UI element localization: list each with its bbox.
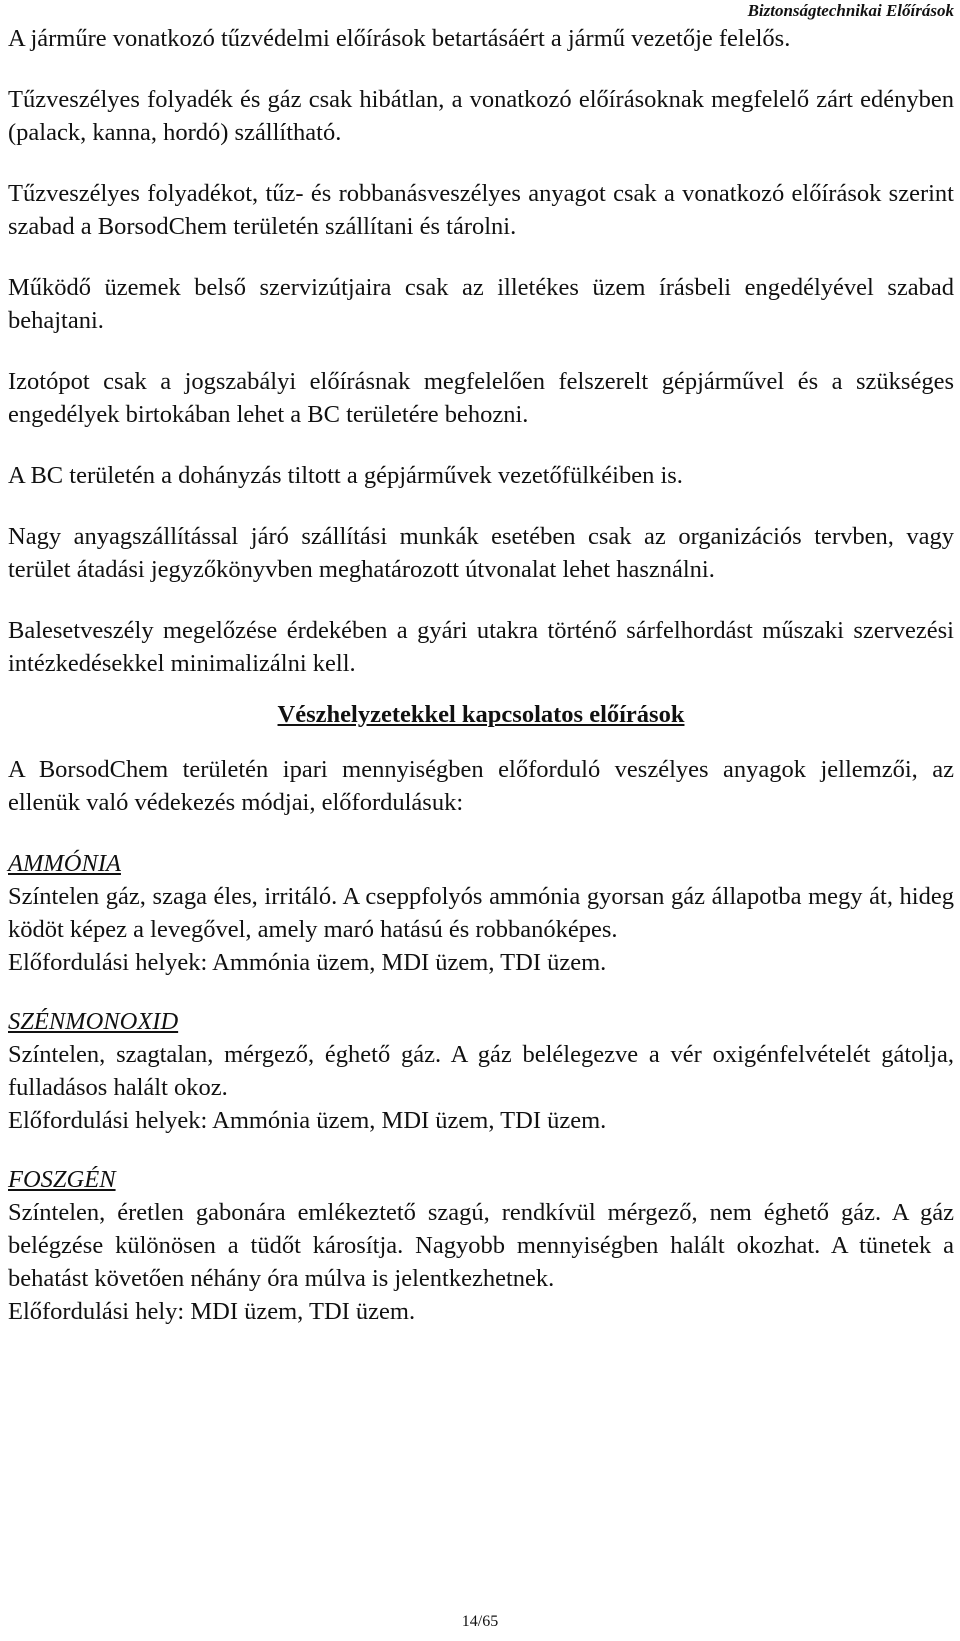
running-header: Biztonságtechnikai Előírások [747,1,954,20]
section-heading: Vészhelyzetekkel kapcsolatos előírások [277,701,685,728]
paragraph: A járműre vonatkozó tűzvédelmi előírások betartásáért a jármű vezetője felelős. [8,25,791,52]
substance-name: SZÉNMONOXID [8,1008,179,1035]
substance-locations: Előfordulási helyek: Ammónia üzem, MDI üzem, TDI üzem. [8,949,607,976]
substance-description: Színtelen, éretlen gabonára emlékeztető szagú, rendkívül mérgező, nem éghető gáz. A gáz belégzése különösen a tüdőt károsítja. Nagyobb mennyiségben halált okozhat. A tünetek a behatást követően néhány óra múlva is jelentkezhetnek. [8,1199,954,1292]
substance-locations: Előfordulási hely: MDI üzem, TDI üzem. [8,1298,416,1325]
paragraph: Tűzveszélyes folyadékot, tűz- és robbanásveszélyes anyagot csak a vonatkozó előírások szerint szabad a BorsodChem területén szállítani és tárolni. [8,180,954,240]
page-number: 14/65 [461,1613,499,1630]
substance-description: Színtelen gáz, szaga éles, irritáló. A cseppfolyós ammónia gyorsan gáz állapotba megy át, hideg ködöt képez a levegővel, amely maró hatású és robbanóképes. [8,883,954,943]
substance-name: AMMÓNIA [8,850,121,877]
substance-carbon-monoxide [8,1005,954,1137]
paragraph: Balesetveszély megelőzése érdekében a gyári utakra történő sárfelhordást műszaki szervezési intézkedésekkel minimalizálni kell. [8,617,954,677]
paragraph: Működő üzemek belső szervizútjaira csak az illetékes üzem írásbeli engedélyével szabad behajtani. [8,274,954,334]
substance-description: Színtelen, szagtalan, mérgező, éghető gáz. A gáz belélegezve a vér oxigénfelvételét gátolja, fulladásos halált okoz. [8,1041,954,1101]
page-content [8,22,954,1328]
paragraph: Tűzveszélyes folyadék és gáz csak hibátlan, a vonatkozó előírásoknak megfelelő zárt edényben (palack, kanna, hordó) szállítható. [8,86,954,146]
paragraph: A BC területén a dohányzás tiltott a gépjárművek vezetőfülkéiben is. [8,462,683,489]
paragraph: Izotópot csak a jogszabályi előírásnak megfelelően felszerelt gépjárművel és a szükséges engedélyek birtokában lehet a BC területére behozni. [8,368,954,428]
substance-phosgene [8,1163,954,1328]
paragraph: Nagy anyagszállítással járó szállítási munkák esetében csak az organizációs tervben, vagy terület átadási jegyzőkönyvben meghatározott útvonalat lehet használni. [8,523,954,583]
substance-name: FOSZGÉN [8,1166,116,1193]
substance-ammonia [8,847,954,979]
substance-locations: Előfordulási helyek: Ammónia üzem, MDI üzem, TDI üzem. [8,1107,607,1134]
section-intro: A BorsodChem területén ipari mennyiségben előforduló veszélyes anyagok jellemzői, az ellenük való védekezés módjai, előfordulásuk: [8,756,954,816]
